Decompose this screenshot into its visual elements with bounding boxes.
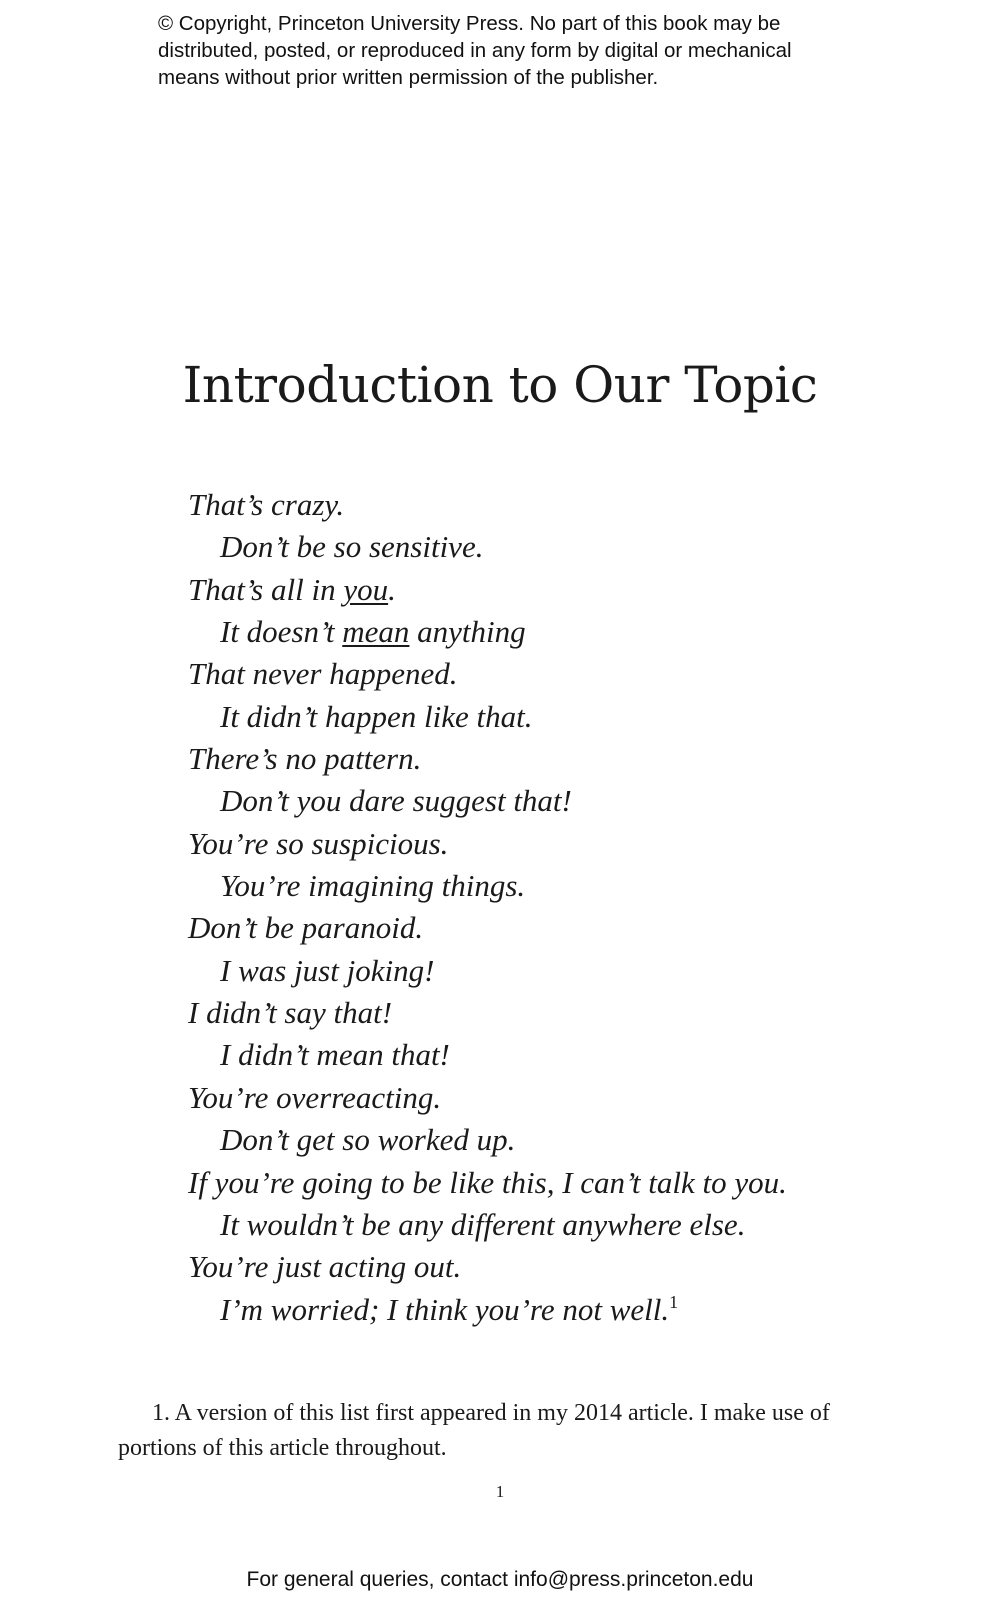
poem-line: Don’t be paranoid. — [188, 910, 424, 946]
poem-line: That never happened. — [188, 656, 458, 692]
poem-text: That’s all in — [188, 571, 344, 607]
poem-text: I’m worried; I think you’re not well. — [220, 1291, 670, 1327]
poem-text: . — [388, 571, 396, 607]
poem-text: It doesn’t — [220, 614, 343, 650]
poem-line: There’s no pattern. — [188, 741, 422, 777]
poem-line: Don’t you dare suggest that! — [220, 783, 572, 819]
poem-line: It didn’t happen like that. — [220, 698, 533, 734]
poem-line: Don’t get so worked up. — [220, 1122, 516, 1158]
footnote: 1. A version of this list first appeared in my 2014 article. I make use of portions of this article throughout. — [118, 1400, 830, 1461]
underlined-word: mean — [342, 614, 410, 650]
poem-line: Don’t be so sensitive. — [220, 529, 484, 565]
poem-line: You’re overreacting. — [188, 1079, 442, 1115]
poem-line: I didn’t say that! — [188, 995, 393, 1031]
copyright-line: means without prior written permission of the publisher. — [158, 66, 659, 89]
poem-line: It wouldn’t be any different anywhere else. — [220, 1206, 746, 1242]
page-number: 1 — [495, 1482, 505, 1501]
poem-line — [188, 569, 787, 611]
underlined-word: you — [343, 571, 389, 607]
poem-line: You’re just acting out. — [188, 1249, 462, 1285]
copyright-line: © Copyright, Princeton University Press. No part of this book may be — [158, 12, 781, 35]
poem-text: anything — [409, 614, 526, 650]
poem-line: That’s crazy. — [188, 487, 345, 522]
poem-line: I didn’t mean that! — [220, 1037, 450, 1073]
copyright-notice — [158, 10, 878, 91]
poem-line: You’re imagining things. — [220, 868, 526, 904]
poem-line — [188, 611, 787, 653]
footnote-reference: 1 — [669, 1291, 679, 1312]
poem-line: You’re so suspicious. — [188, 825, 449, 861]
poem-line: I was just joking! — [220, 952, 435, 988]
contact-footer: For general queries, contact info@press.princeton.edu — [246, 1568, 754, 1591]
poem-line — [188, 1289, 787, 1331]
poem-line: If you’re going to be like this, I can’t talk to you. — [188, 1164, 787, 1200]
copyright-line: distributed, posted, or reproduced in any form by digital or mechanical — [158, 39, 792, 62]
chapter-title: Introduction to Our Topic — [182, 356, 818, 414]
epigraph-list — [188, 484, 787, 1331]
